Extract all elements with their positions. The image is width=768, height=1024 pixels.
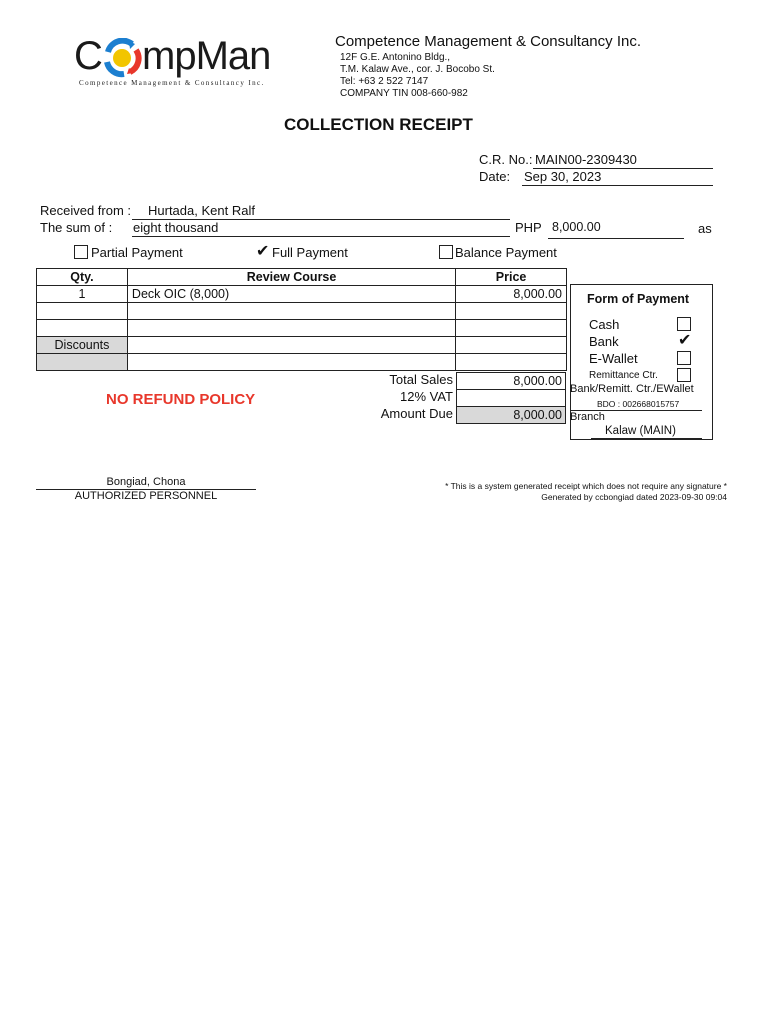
- discounts-label: Discounts: [37, 337, 128, 354]
- generated-by-note: Generated by ccbongiad dated 2023-09-30 09:04: [541, 492, 727, 502]
- table-row: [37, 320, 567, 337]
- table-row: [37, 354, 567, 371]
- table-row: [37, 303, 567, 320]
- form-of-payment-title: Form of Payment: [587, 292, 690, 306]
- cr-number-value: MAIN00-2309430: [535, 152, 637, 167]
- logo-tagline: Competence Management & Consultancy Inc.: [79, 79, 265, 87]
- logo-globe-icon: [102, 38, 142, 78]
- row-qty: [37, 303, 128, 320]
- vat-value: [456, 389, 566, 407]
- signatory-name: Bongiad, Chona: [106, 476, 186, 488]
- branch-label: Branch: [570, 411, 605, 423]
- row-price: [456, 320, 567, 337]
- qty-header: Qty.: [37, 269, 128, 286]
- vat-label: 12% VAT: [400, 389, 453, 404]
- ewallet-checkbox[interactable]: [677, 351, 691, 365]
- bank-check-icon[interactable]: ✔: [678, 332, 692, 349]
- cash-checkbox[interactable]: [677, 317, 691, 331]
- sum-words-underline: [132, 236, 510, 237]
- amount-due-value: 8,000.00: [456, 406, 566, 424]
- cash-label: Cash: [589, 317, 620, 332]
- company-address-line2: T.M. Kalaw Ave., cor. J. Bocobo St.: [340, 64, 495, 75]
- bank-label: Bank: [589, 334, 619, 349]
- branch-underline: [591, 438, 702, 439]
- row-qty: [37, 320, 128, 337]
- company-tin: COMPANY TIN 008-660-982: [340, 88, 468, 99]
- full-payment-check-icon[interactable]: ✔: [256, 243, 270, 260]
- sum-amount-underline: [548, 238, 684, 239]
- sum-words-value: eight thousand: [133, 220, 219, 235]
- branch-value: Kalaw (MAIN): [605, 425, 676, 437]
- price-header: Price: [456, 269, 567, 286]
- row-price: 8,000.00: [456, 286, 567, 303]
- signatory-title: AUTHORIZED PERSONNEL: [74, 490, 218, 502]
- balance-payment-checkbox[interactable]: [439, 245, 453, 259]
- partial-payment-label: Partial Payment: [91, 245, 183, 260]
- table-header-row: [37, 269, 567, 286]
- row-price: [456, 303, 567, 320]
- row-course: [127, 320, 455, 337]
- company-logo: [74, 36, 294, 90]
- receipt-title: COLLECTION RECEIPT: [284, 115, 473, 134]
- partial-payment-checkbox[interactable]: [74, 245, 88, 259]
- channel-label: Bank/Remitt. Ctr./EWallet: [570, 383, 694, 395]
- logo-letter-c: C: [74, 34, 102, 78]
- sum-label: The sum of :: [40, 220, 113, 235]
- row-price: [456, 354, 567, 371]
- row-qty: 1: [37, 286, 128, 303]
- no-refund-policy: NO REFUND POLICY: [106, 391, 256, 408]
- discounts-row: [37, 337, 567, 354]
- currency-label: PHP: [515, 220, 542, 235]
- company-tel: Tel: +63 2 522 7147: [340, 76, 429, 87]
- balance-payment-label: Balance Payment: [455, 245, 557, 260]
- remittance-label: Remittance Ctr.: [589, 370, 658, 381]
- amount-due-label: Amount Due: [380, 406, 453, 421]
- company-address-line1: 12F G.E. Antonino Bldg.,: [340, 52, 451, 63]
- row-course: [127, 337, 455, 354]
- received-from-value: Hurtada, Kent Ralf: [148, 203, 255, 218]
- logo-wordmark: mpMan: [142, 34, 271, 78]
- date-value: Sep 30, 2023: [524, 169, 602, 184]
- course-header: Review Course: [127, 269, 455, 286]
- row-course: [127, 354, 455, 371]
- channel-value: BDO : 002668015757: [597, 399, 680, 409]
- total-sales-label: Total Sales: [389, 372, 453, 387]
- row-course: [127, 303, 455, 320]
- ewallet-label: E-Wallet: [589, 351, 638, 366]
- items-table: [36, 268, 567, 371]
- date-underline: [522, 185, 713, 186]
- full-payment-label: Full Payment: [272, 245, 348, 260]
- sum-amount-value: 8,000.00: [552, 220, 601, 234]
- row-qty: [37, 354, 128, 371]
- company-name: Competence Management & Consultancy Inc.: [335, 33, 641, 50]
- table-row: [37, 286, 567, 303]
- received-from-label: Received from :: [40, 203, 132, 218]
- date-label: Date:: [479, 169, 511, 184]
- row-course: Deck OIC (8,000): [127, 286, 455, 303]
- remittance-checkbox[interactable]: [677, 368, 691, 382]
- sum-suffix: as: [698, 221, 712, 236]
- total-sales-value: 8,000.00: [456, 372, 566, 390]
- cr-number-label: C.R. No.:: [479, 152, 533, 167]
- system-generated-note: * This is a system generated receipt which does not require any signature *: [445, 481, 727, 491]
- row-price: [456, 337, 567, 354]
